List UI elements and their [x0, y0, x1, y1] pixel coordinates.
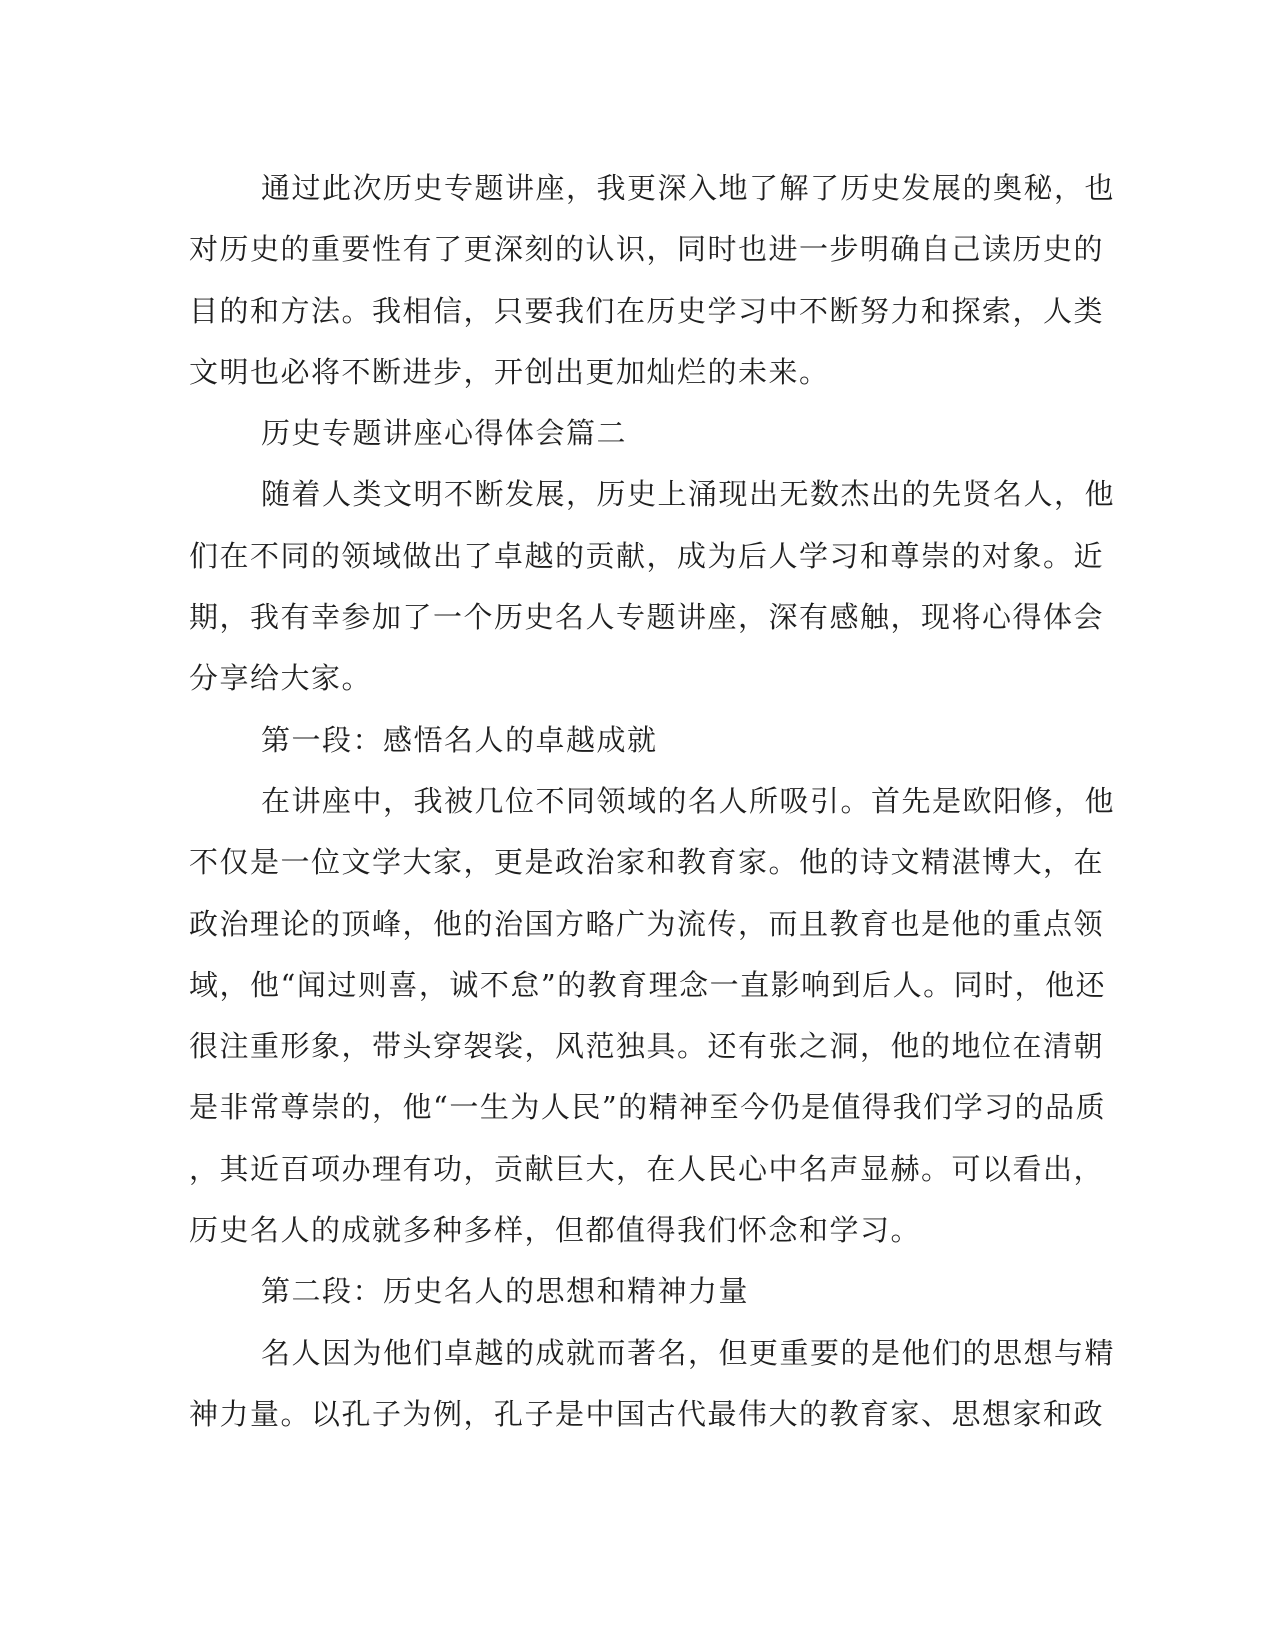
text-line: 随着人类文明不断发展，历史上涌现出无数杰出的先贤名人，他	[261, 477, 1116, 512]
text-line: ，其近百项办理有功，贡献巨大，在人民心中名声显赫。可以看出，	[189, 1151, 1105, 1186]
text-line: 在讲座中，我被几位不同领域的名人所吸引。首先是欧阳修，他	[261, 783, 1116, 818]
section-heading: 历史专题讲座心得体会篇二	[261, 416, 628, 451]
text-line: 目的和方法。我相信，只要我们在历史学习中不断努力和探索，人类	[189, 293, 1105, 328]
section-heading: 第一段：感悟名人的卓越成就	[261, 722, 658, 757]
text-line: 期，我有幸参加了一个历史名人专题讲座，深有感触，现将心得体会	[189, 600, 1105, 635]
text-line: 分享给大家。	[189, 661, 373, 696]
text-line: 是非常尊崇的，他“一生为人民”的精神至今仍是值得我们学习的品质	[189, 1090, 1107, 1125]
text-line: 不仅是一位文学大家，更是政治家和教育家。他的诗文精湛博大，在	[189, 845, 1105, 880]
text-line: 域，他“闻过则喜，诚不怠”的教育理念一直影响到后人。同时，他还	[189, 967, 1107, 1002]
document-body	[189, 158, 1116, 1445]
text-line: 历史名人的成就多种多样，但都值得我们怀念和学习。	[189, 1213, 922, 1248]
text-line: 通过此次历史专题讲座，我更深入地了解了历史发展的奥秘，也	[261, 171, 1116, 205]
text-line: 们在不同的领域做出了卓越的贡献，成为后人学习和尊崇的对象。近	[189, 538, 1105, 573]
text-line: 很注重形象，带头穿袈裟，风范独具。还有张之洞，他的地位在清朝	[189, 1029, 1105, 1064]
text-line: 名人因为他们卓越的成就而著名，但更重要的是他们的思想与精	[261, 1335, 1116, 1370]
text-line: 神力量。以孔子为例，孔子是中国古代最伟大的教育家、思想家和政	[189, 1396, 1105, 1431]
text-line: 政治理论的顶峰，他的治国方略广为流传，而且教育也是他的重点领	[189, 906, 1105, 941]
text-line: 对历史的重要性有了更深刻的认识，同时也进一步明确自己读历史的	[189, 232, 1105, 267]
section-heading: 第二段：历史名人的思想和精神力量	[261, 1274, 750, 1309]
text-line: 文明也必将不断进步，开创出更加灿烂的未来。	[189, 354, 830, 389]
